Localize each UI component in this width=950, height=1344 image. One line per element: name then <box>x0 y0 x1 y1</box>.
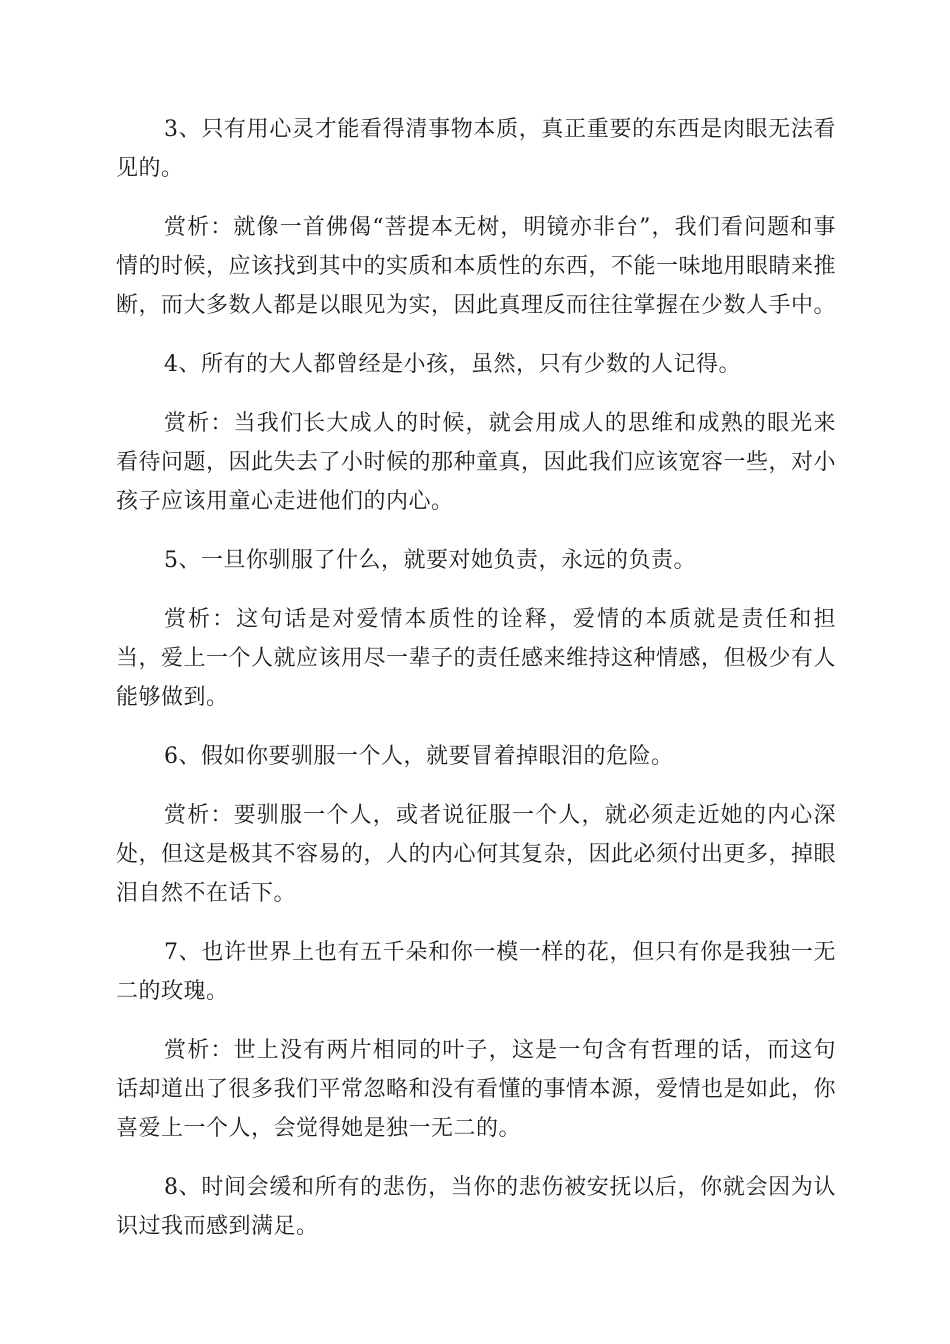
quote-7: 7、也许世界上也有五千朵和你一模一样的花，但只有你是我独一无二的玫瑰。 <box>116 940 836 1004</box>
document-body <box>116 110 836 1266</box>
analysis-5: 赏析：这句话是对爱情本质性的诠释，爱情的本质就是责任和担当，爱上一个人就应该用尽一辈子的责任感来维持这种情感，但极少有人能够做到。 <box>116 607 837 710</box>
analysis-6: 赏析：要驯服一个人，或者说征服一个人，就必须走近她的内心深处，但这是极其不容易的，人的内心何其复杂，因此必须付出更多，掉眼泪自然不在话下。 <box>116 803 837 906</box>
analysis-4: 赏析：当我们长大成人的时候，就会用成人的思维和成熟的眼光来看待问题，因此失去了小时候的那种童真，因此我们应该宽容一些，对小孩子应该用童心走进他们的内心。 <box>116 411 837 514</box>
analysis-7: 赏析：世上没有两片相同的叶子，这是一句含有哲理的话，而这句话却道出了很多我们平常忽略和没有看懂的事情本源，爱情也是如此，你喜爱上一个人，会觉得她是独一无二的。 <box>116 1038 837 1141</box>
quote-5: 5、一旦你驯服了什么，就要对她负责，永远的负责。 <box>164 548 696 573</box>
quote-6: 6、假如你要驯服一个人，就要冒着掉眼泪的危险。 <box>164 744 674 769</box>
quote-4: 4、所有的大人都曾经是小孩，虽然，只有少数的人记得。 <box>164 352 741 377</box>
quote-3: 3、只有用心灵才能看得清事物本质，真正重要的东西是肉眼无法看见的。 <box>116 117 836 181</box>
quote-8: 8、时间会缓和所有的悲伤，当你的悲伤被安抚以后，你就会因为认识过我而感到满足。 <box>116 1175 836 1239</box>
analysis-3: 赏析：就像一首佛偈“菩提本无树，明镜亦非台”，我们看问题和事情的时候，应该找到其中的实质和本质性的东西，不能一味地用眼睛来推断，而大多数人都是以眼见为实，因此真理反而往往掌握在少数人手中。 <box>116 215 837 318</box>
